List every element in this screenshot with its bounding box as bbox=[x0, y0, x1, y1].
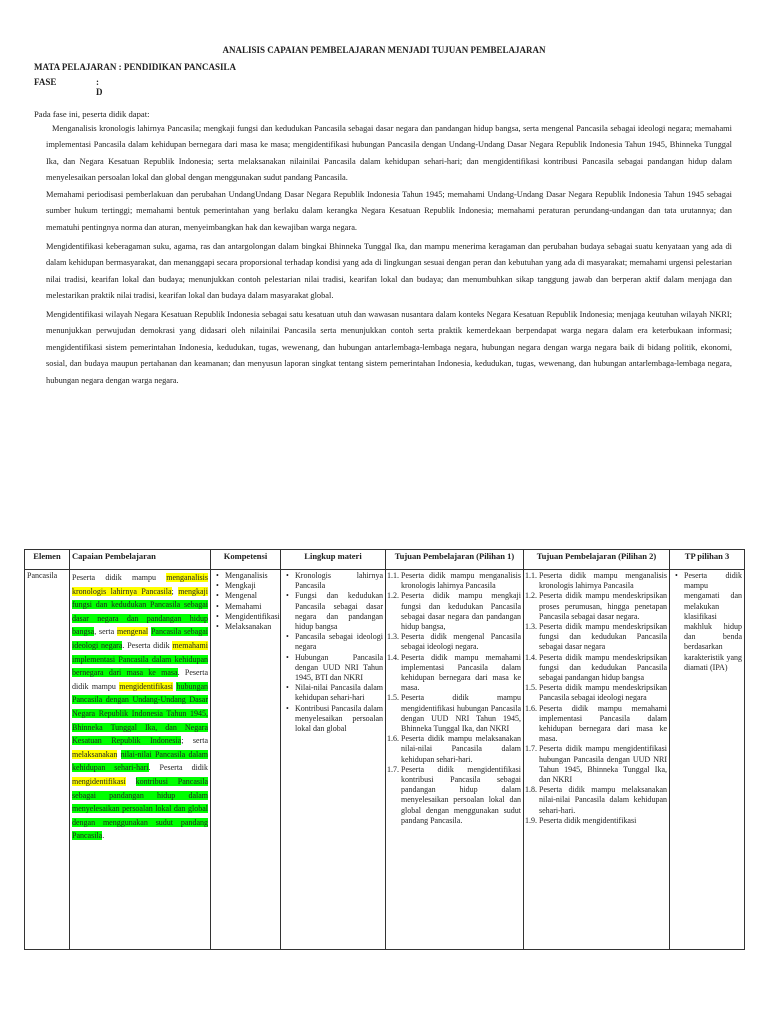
highlighted-text: melaksanakan bbox=[72, 749, 118, 759]
highlighted-text: implementasi Pancasila dalam kehidupan bernegara dari masa ke masa bbox=[72, 654, 208, 678]
cell-tp3 bbox=[670, 570, 745, 950]
item-number: 1.1. bbox=[525, 571, 537, 580]
kompetensi-item: • Mengidentifikasi bbox=[225, 612, 278, 622]
item-number: 1.1. bbox=[387, 571, 399, 580]
item-number: 1.5. bbox=[387, 693, 399, 703]
header-tp1: Tujuan Pembelajaran (Pilihan 1) bbox=[386, 550, 524, 570]
item-number: 1.2. bbox=[387, 591, 399, 601]
capaian-text bbox=[126, 777, 136, 786]
tp1-item bbox=[387, 764, 521, 826]
tp2-list bbox=[526, 571, 667, 826]
item-text: Peserta didik mampu mengkaji fungsi dan kedudukan Pancasila sebagai dasar negara dan pandangan hidup bangsa, bbox=[401, 591, 521, 632]
tp1-item bbox=[387, 571, 521, 591]
item-number: 1.2. bbox=[525, 591, 537, 601]
cell-elemen: Pancasila bbox=[25, 570, 70, 950]
kompetensi-list bbox=[213, 571, 278, 632]
tp1-list bbox=[388, 571, 521, 826]
item-number: 1.7. bbox=[525, 744, 537, 754]
tp2-item bbox=[525, 571, 667, 591]
item-text: Peserta didik mampu menganalisis kronologis lahirnya Pancasila bbox=[539, 571, 667, 591]
item-text: Peserta didik mampu mengidentifikasi hubungan Pancasila dengan UUD NRI Tahun 1945, Bhinneka Tunggal Ika, dan NKRI bbox=[539, 744, 667, 785]
kompetensi-item: • Mengkaji bbox=[225, 581, 278, 591]
subject-line: MATA PELAJARAN : PENDIDIKAN PANCASILA bbox=[34, 62, 237, 72]
lingkup-list bbox=[283, 571, 383, 734]
header-lingkup: Lingkup materi bbox=[281, 550, 386, 570]
item-text: Peserta didik mampu mendeskripsikan Pancasila sebagai ideologi negara bbox=[539, 683, 667, 703]
tp1-item bbox=[387, 591, 521, 632]
cell-kompetensi bbox=[211, 570, 281, 950]
item-number: 1.6. bbox=[387, 734, 399, 744]
table-row bbox=[25, 570, 745, 950]
item-text: Peserta didik mampu mendeskripsikan fungsi dan kedudukan Pancasila sebagai pandangan hidup bangsa bbox=[539, 652, 667, 683]
tp2-item bbox=[525, 622, 667, 653]
capaian-text: ; bbox=[171, 586, 179, 596]
kompetensi-item: • Menganalisis bbox=[225, 571, 278, 581]
cell-capaian bbox=[70, 570, 211, 950]
capaian-text: Peserta didik mampu bbox=[72, 573, 167, 582]
tp1-item bbox=[387, 652, 521, 694]
cell-lingkup bbox=[281, 570, 386, 950]
lingkup-item: • Kronologis lahirnya Pancasila bbox=[295, 571, 383, 591]
tp2-item bbox=[525, 683, 667, 703]
item-text: Peserta didik mampu melaksanakan nilai-nilai Pancasila dalam kehidupan sehari-hari. bbox=[401, 734, 521, 764]
highlighted-text: mengidentifikasi bbox=[72, 776, 126, 786]
item-text: Peserta didik mampu mendeskripsikan proses perumusan, hingga penetapan Pancasila sebagai dasar negara. bbox=[539, 591, 667, 621]
item-number: 1.4. bbox=[387, 652, 399, 662]
table-header-row bbox=[25, 550, 745, 570]
cell-tp1 bbox=[386, 570, 524, 950]
capaian-text: . Peserta didik mampu bbox=[72, 668, 208, 691]
header-tp2: Tujuan Pembelajaran (Pilihan 2) bbox=[524, 550, 670, 570]
item-text: Peserta didik mampu mendeskripsikan fungsi dan kedudukan Pancasila sebagai dasar negara bbox=[539, 622, 667, 652]
highlighted-text: mengkaji bbox=[178, 586, 208, 596]
lingkup-item: • Fungsi dan kedudukan Pancasila sebagai dasar negara dan pandangan hidup bangsa bbox=[295, 591, 383, 632]
capaian-text: . Peserta didik bbox=[148, 763, 209, 773]
highlighted-text: nilai-nilai Pancasila dalam kehidupan sehari-hari bbox=[72, 749, 209, 773]
item-text: Peserta didik mampu mengidentifikasi hubungan Pancasila dengan UUD NRI Tahun 1945, Bhinneka Tunggal Ika, dan NKRI bbox=[401, 693, 521, 734]
item-text: Peserta didik mampu memahami implementasi Pancasila dalam kehidupan bernegara dari masa ke masa. bbox=[539, 703, 667, 744]
highlighted-text: Pancasila sebagai ideologi negara bbox=[72, 627, 208, 650]
item-number: 1.3. bbox=[387, 632, 399, 642]
highlighted-text: kontribusi Pancasila sebagai pandangan hidup dalam menyelesaikan persoalan lokal dan global dengan menggunakan sudut pandang Pancasila bbox=[72, 776, 209, 841]
tp2-item bbox=[525, 591, 667, 622]
highlighted-text: mengidentifikasi bbox=[119, 681, 174, 691]
cell-tp2 bbox=[524, 570, 670, 950]
tp1-item bbox=[387, 693, 521, 734]
item-text: Peserta didik mampu menganalisis kronologis lahirnya Pancasila bbox=[401, 571, 521, 591]
item-number: 1.7. bbox=[387, 764, 399, 774]
intro-text: Pada fase ini, peserta didik dapat: bbox=[34, 109, 150, 119]
item-text: Peserta didik mampu memahami implementasi Pancasila dalam kehidupan bernegara dari masa ke masa. bbox=[401, 652, 521, 693]
phase-value: : D bbox=[96, 77, 103, 97]
highlighted-text: hubungan Pancasila dengan Undang-Undang Dasar Negara Republik Indonesia Tahun 1945, Bhinneka Tunggal Ika, dan Negara Kesatuan Republik Indonesia bbox=[72, 681, 208, 746]
lingkup-item: • Kontribusi Pancasila dalam menyelesaikan persoalan lokal dan global bbox=[295, 704, 383, 735]
tp2-item bbox=[525, 815, 667, 826]
highlighted-text: fungsi dan kedudukan Pancasila sebagai dasar negara dan pandangan hidup bangsa bbox=[72, 600, 208, 637]
paragraph-3: Mengidentifikasi keberagaman suku, agama, ras dan antargolongan dalam bingkai Bhinneka Tunggal Ika, dan mampu menerima keragaman dan perubahan budaya sebagai suatu kenyataan yang ada di dalam kehidupan bermasyarakat, dan menanggapi secara proporsional terhadap kondisi yang ada di lingkungan sesuai dengan peran dan kebutuhan yang ada di masyarakat; memahami urgensi pelestarian nilai tradisi, kearifan lokal dan budaya; menunjukkan contoh pelestarian nilai tradisi, kearifan lokal dan budaya; dan menumbuhkan sikap tanggung jawab dan berperan aktif dalam menjaga dan melestarikan praktik nilai tradisi, kearifan lokal dan budaya dalam masyarakat global. bbox=[46, 242, 732, 301]
kompetensi-item: • Memahami bbox=[225, 602, 278, 612]
header-capaian: Capaian Pembelajaran bbox=[70, 550, 211, 570]
tp1-item bbox=[387, 734, 521, 765]
tp2-item bbox=[525, 703, 667, 745]
item-number: 1.4. bbox=[525, 652, 537, 662]
kompetensi-item: • Mengenal bbox=[225, 591, 278, 601]
document-title: ANALISIS CAPAIAN PEMBELAJARAN MENJADI TUJUAN PEMBELAJARAN bbox=[222, 45, 546, 55]
item-number: 1.8. bbox=[525, 785, 537, 795]
tp2-item bbox=[525, 785, 667, 816]
item-number: 1.6. bbox=[525, 703, 537, 713]
tp1-item bbox=[387, 632, 521, 652]
capaian-text: ; serta bbox=[181, 736, 209, 746]
item-number: 1.3. bbox=[525, 622, 537, 632]
phase-label: FASE bbox=[34, 77, 57, 87]
phase-line bbox=[34, 77, 103, 97]
kompetensi-item: • Melaksanakan bbox=[225, 622, 278, 632]
paragraph-2: Memahami periodisasi pemberlakuan dan perubahan UndangUndang Dasar Negara Republik Indonesia Tahun 1945; memahami Undang-Undang Dasar Negara Republik Indonesia Tahun 1945 sebagai sumber hukum tertinggi; memahami bentuk pemerintahan yang berlaku dalam kerangka Negara Kesatuan Republik Indonesia; memahami peraturan perundang-undangan dan tata urutannya; dan mematuhi pentingnya norma dan aturan, menyeimbangkan hak dan kewajiban warga negara. bbox=[46, 190, 732, 232]
header-tp3: TP pilihan 3 bbox=[670, 550, 745, 570]
tp2-item bbox=[525, 652, 667, 684]
highlighted-text: mengenal bbox=[117, 627, 149, 637]
capaian-text: . bbox=[102, 831, 105, 841]
item-text: Peserta didik mengidentifikasi kontribusi Pancasila sebagai pandangan hidup dalam menyelesaikan persoalan lokal dan global dengan menggunakan sudut pandang Pancasila. bbox=[401, 764, 521, 825]
tp2-item bbox=[525, 744, 667, 785]
item-number: 1.5. bbox=[525, 683, 537, 693]
header-kompetensi: Kompetensi bbox=[211, 550, 281, 570]
item-number: 1.9. bbox=[525, 815, 537, 825]
analysis-table bbox=[24, 549, 745, 950]
capaian-text: . Peserta didik bbox=[122, 640, 173, 650]
header-elemen: Elemen bbox=[25, 550, 70, 570]
item-text: Peserta didik mengenal Pancasila sebagai ideologi negara. bbox=[401, 632, 521, 652]
highlighted-text: menganalisis kronologis lahirnya Pancasila bbox=[72, 573, 208, 596]
tp3-item: • Peserta didik mampu mengamati dan melakukan klasifikasi makhluk hidup dan benda berdasarkan karakteristik yang diamati (IPA) bbox=[684, 571, 742, 673]
lingkup-item: • Hubungan Pancasila dengan UUD NRI Tahun 1945, BTI dan NKRI bbox=[295, 653, 383, 684]
item-text: Peserta didik mengidentifikasi bbox=[539, 815, 637, 825]
paragraph-4: Mengidentifikasi wilayah Negara Kesatuan Republik Indonesia sebagai satu kesatuan utuh dan wawasan nusantara dalam konteks Negara Kesatuan Republik Indonesia; menjaga keutuhan wilayah NKRI; menunjukkan perwujudan demokrasi yang didasari oleh nilainilai Pancasila serta menunjukkan contoh serta praktik kemerdekaan berpendapat warga negara dalam era keterbukaan informasi; mengidentifikasi sistem pemerintahan Indonesia, kedudukan, tugas, wewenang, dan hubungan antarlembaga-lembaga negara, hubungan negara dengan warga negara baik di bidang politik, ekonomi, sosial, dan budaya maupun pertahanan dan keamanan; dan menyusun laporan singkat tentang sistem pemerintahan Indonesia, kedudukan, tugas, wewenang, dan hubungan antarlembaga-lembaga negara, hubungan negara dengan warga negara. bbox=[46, 310, 732, 385]
paragraph-1: Menganalisis kronologis lahirnya Pancasila; mengkaji fungsi dan kedudukan Pancasila sebagai dasar negara dan pandangan hidup bangsa, serta mengenal Pancasila sebagai ideologi negara; memahami implementasi Pancasila dalam kehidupan bernegara dari masa ke masa; mengidentifikasi hubungan Pancasila dengan Undang-Undang Dasar Negara Republik Indonesia Tahun 1945, Bhinneka Tunggal Ika, dan Negara Kesatuan Republik Indonesia; serta melaksanakan nilainilai Pancasila dalam kehidupan sehari-hari; dan mengidentifikasi kontribusi Pancasila sebagai pandangan hidup dalam menyelesaikan persoalan lokal dan global dengan menggunakan sudut pandang Pancasila. bbox=[46, 124, 732, 183]
lingkup-item: • Pancasila sebagai ideologi negara bbox=[295, 632, 383, 652]
tp3-list bbox=[672, 571, 742, 673]
item-text: Peserta didik mampu melaksanakan nilai-nilai Pancasila dalam kehidupan sehari-hari. bbox=[539, 785, 667, 815]
lingkup-item: • Nilai-nilai Pancasila dalam kehidupan sehari-hari bbox=[295, 683, 383, 703]
capaian-text: , serta bbox=[94, 627, 117, 637]
highlighted-text: memahami bbox=[172, 640, 208, 650]
